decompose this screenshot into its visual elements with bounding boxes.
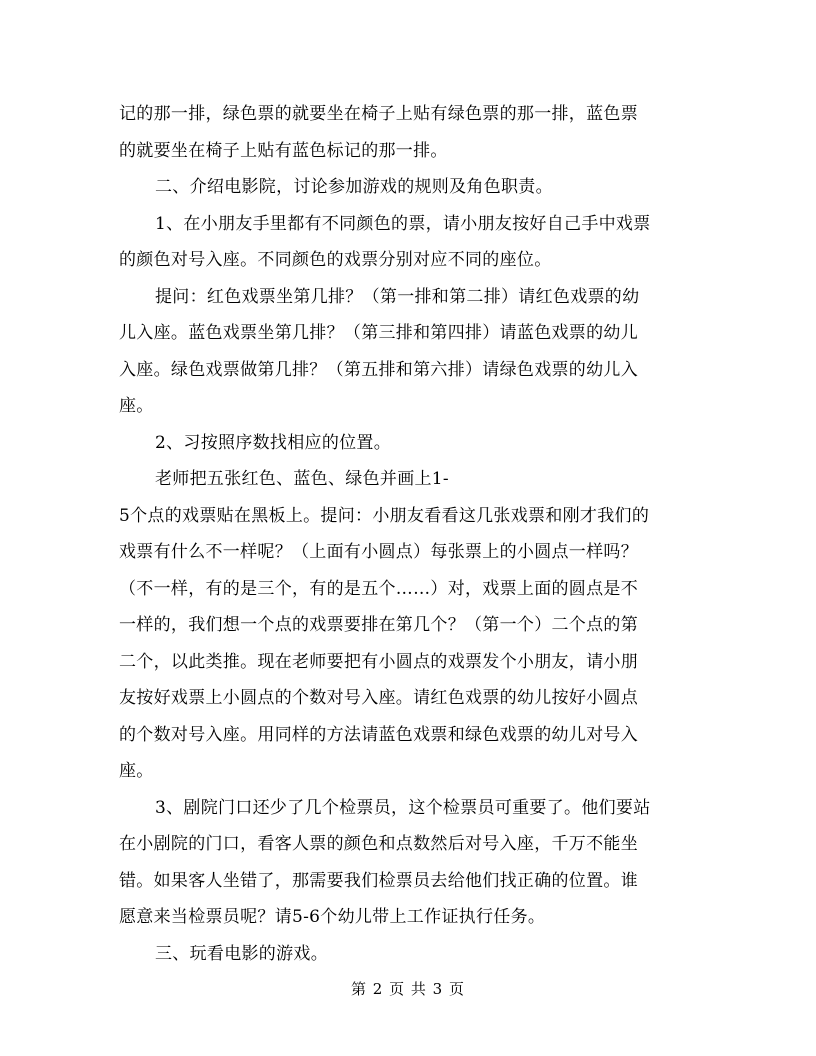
text-line: 的就要坐在椅子上贴有蓝色标记的那一排。: [119, 140, 448, 161]
text-line: 老师把五张红色、蓝色、绿色并画上1-: [155, 469, 449, 489]
text-line: 入座。绿色戏票做第几排？（第五排和第六排）请绿色戏票的幼儿入: [119, 359, 638, 380]
text-line: 戏票有什么不一样呢？（上面有小圆点）每张票上的小圆点一样吗？: [119, 542, 638, 562]
text-line: 二个，以此类推。现在老师要把有小圆点的戏票发个小朋友，请小朋: [119, 651, 638, 672]
text-line: 一样的，我们想一个点的戏票要排在第几个？（第一个）二个点的第: [119, 615, 638, 635]
text-line: 3、剧院门口还少了几个检票员，这个检票员可重要了。他们要站: [155, 797, 651, 818]
text-line: 的颜色对号入座。不同颜色的戏票分别对应不同的座位。: [119, 250, 552, 270]
text-line: 友按好戏票上小圆点的个数对号入座。请红色戏票的幼儿按好小圆点: [119, 688, 638, 708]
text-line: 座。: [119, 761, 154, 781]
document-body: [119, 96, 697, 972]
text-line: 二、介绍电影院，讨论参加游戏的规则及角色职责。: [155, 177, 553, 197]
text-line: 2、习按照序数找相应的位置。: [155, 432, 392, 453]
text-line: 的个数对号入座。用同样的方法请蓝色戏票和绿色戏票的幼儿对号入: [119, 724, 638, 745]
text-line: 在小剧院的门口，看客人票的颜色和点数然后对号入座，千万不能坐: [119, 834, 638, 854]
text-line: 记的那一排，绿色票的就要坐在椅子上贴有绿色票的那一排，蓝色票: [119, 104, 638, 124]
text-line: 错。如果客人坐错了，那需要我们检票员去给他们找正确的位置。谁: [119, 870, 638, 891]
text-line: 三、玩看电影的游戏。: [155, 943, 328, 964]
text-line: 座。: [119, 396, 154, 416]
text-line: 1、在小朋友手里都有不同颜色的票，请小朋友按好自己手中戏票: [155, 213, 651, 234]
text-line: 愿意来当检票员呢？请5-6个幼儿带上工作证执行任务。: [119, 907, 546, 927]
text-line: 提问：红色戏票坐第几排？（第一排和第二排）请红色戏票的幼: [155, 286, 640, 307]
text-line: 儿入座。蓝色戏票坐第几排？（第三排和第四排）请蓝色戏票的幼儿: [119, 323, 638, 343]
text-line: 5个点的戏票贴在黑板上。提问：小朋友看看这几张戏票和刚才我们的: [119, 505, 650, 526]
page-footer: 第 2 页 共 3 页: [351, 980, 465, 998]
text-line: （不一样，有的是三个，有的是五个……）对，戏票上面的圆点是不: [119, 578, 638, 599]
